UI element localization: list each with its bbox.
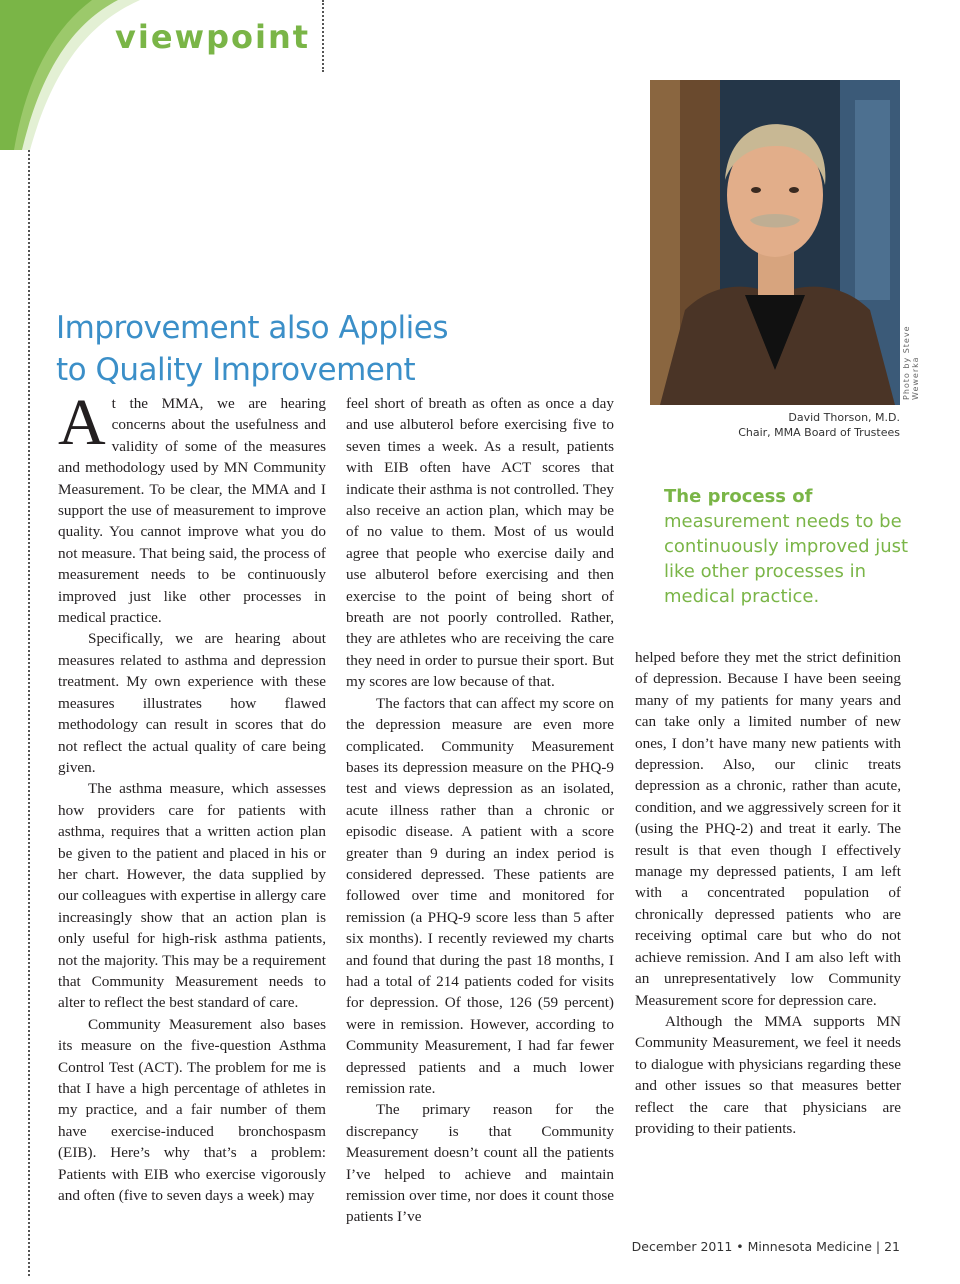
paragraph: helped before they met the strict definition of depression. Because I have been seeing many of my patients for many years and can take only a limited number of new ones, I don’t have many new patients with depression. Also, our clinic treats depression as a chronic, rather than acute, condition, and we aggressively screen for it (using the PHQ-2) and treat it early. The result is that even though I effectively manage my depressed patients, I am left with a concentrated population of chronically depressed patients who are receiving optimal care but who do not achieve remission. And I am also left with an unrepresentatively low Community Measurement score for depression care. [635,649,901,1009]
article-column-1 [58,386,326,1206]
paragraph: Specifically, we are hearing about measures related to asthma and depression treatment. My own experience with these measures illustrates how flawed methodology can result in scores that do not reflect the actual quality of care being given. [58,630,326,776]
author-photo [650,80,900,405]
drop-cap: A [58,386,106,459]
pull-quote [664,484,914,609]
article-headline [56,307,496,391]
page-footer: December 2011 • Minnesota Medicine | 21 [631,1239,900,1254]
paragraph: The asthma measure, which assesses how providers care for patients with asthma, requires that a written action plan be given to the patient and placed in his or her chart. However, the data supplied by our colleagues with expertise in allergy care increasingly show that an action plan is only useful for high-risk asthma patients, not the majority. This may be a requirement that Community Measurement needs to alter to reflect the best standard of care. [58,780,326,1012]
paragraph-text: t the MMA, we are hearing concerns about the usefulness and validity of some of the measures and methodology used by MN Community Measurement. To be clear, the MMA and I support the use of measurement to improve quality. You cannot improve what you do not measure. That being said, the process of measurement needs to be continuously improved just like other processes in medical practice. [58,395,326,627]
photo-caption [640,410,900,440]
photo-credit: Photo by Steve Wewerka [902,325,920,400]
top-dotted-rule [322,0,324,72]
paragraph [58,386,326,628]
paragraph: The primary reason for the discrepancy is that Community Measurement doesn’t count all the patients I’ve helped to achieve and maintain remission over time, nor does it count those patients I’ve [346,1101,614,1226]
paragraph: Community Measurement also bases its measure on the five-question Asthma Control Test (ACT). The problem for me is that I have a high percentage of athletes in my practice, and a fair number of them have exercise-induced bronchospasm (EIB). Here’s why that’s a problem: Patients with EIB who exercise vigorously and often (five to seven days a week) may [58,1015,326,1205]
headline-line-2: to Quality Improvement [56,351,416,388]
headline-line-1: Improvement also Applies [56,309,448,346]
left-dotted-rule [28,130,30,1276]
article-column-3 [635,647,901,1139]
pull-quote-text: measurement needs to be continuously improved just like other processes in medical practice. [664,511,909,607]
pull-quote-lead: The process of [664,486,813,507]
article-column-2 [346,393,614,1228]
paragraph: Although the MMA supports MN Community Measurement, we feel it needs to dialogue with physicians regarding these and other issues so that measures better reflect the care that physicians are providing to their patients. [635,1012,901,1137]
caption-title: Chair, MMA Board of Trustees [738,426,900,439]
paragraph: feel short of breath as often as once a day and use albuterol before exercising five to seven times a week. As a result, patients with EIB often have ACT scores that indicate their asthma is not controlled. They also receive an action plan, which may be of no value to them. Most of us would agree that people who exercise daily and use albuterol before exercising and then exercise to the point of being short of breath are not poorly controlled. Rather, they are athletes who are receiving the care they need in order to pursue their sport. But my scores are low because of that. [346,395,614,691]
caption-name: David Thorson, M.D. [788,411,900,424]
section-label: viewpoint [115,18,311,56]
paragraph: The factors that can affect my score on the depression measure are even more complicated. Community Measurement bases its depression measure on the PHQ-9 test and views depression as an isolated, acute illness rather than a chronic or episodic disease. A patient with a score greater than 9 during an index period is considered depressed. These patients are followed over time and monitored for remission (a PHQ-9 score less than 5 after six months). I recently reviewed my charts and found that during the past 18 months, I had a total of 214 patients coded for visits for depression. Of those, 126 (59 percent) were in remission. However, according to Community Measurement, I had far fewer depressed patients and a much lower remission rate. [346,694,614,1097]
